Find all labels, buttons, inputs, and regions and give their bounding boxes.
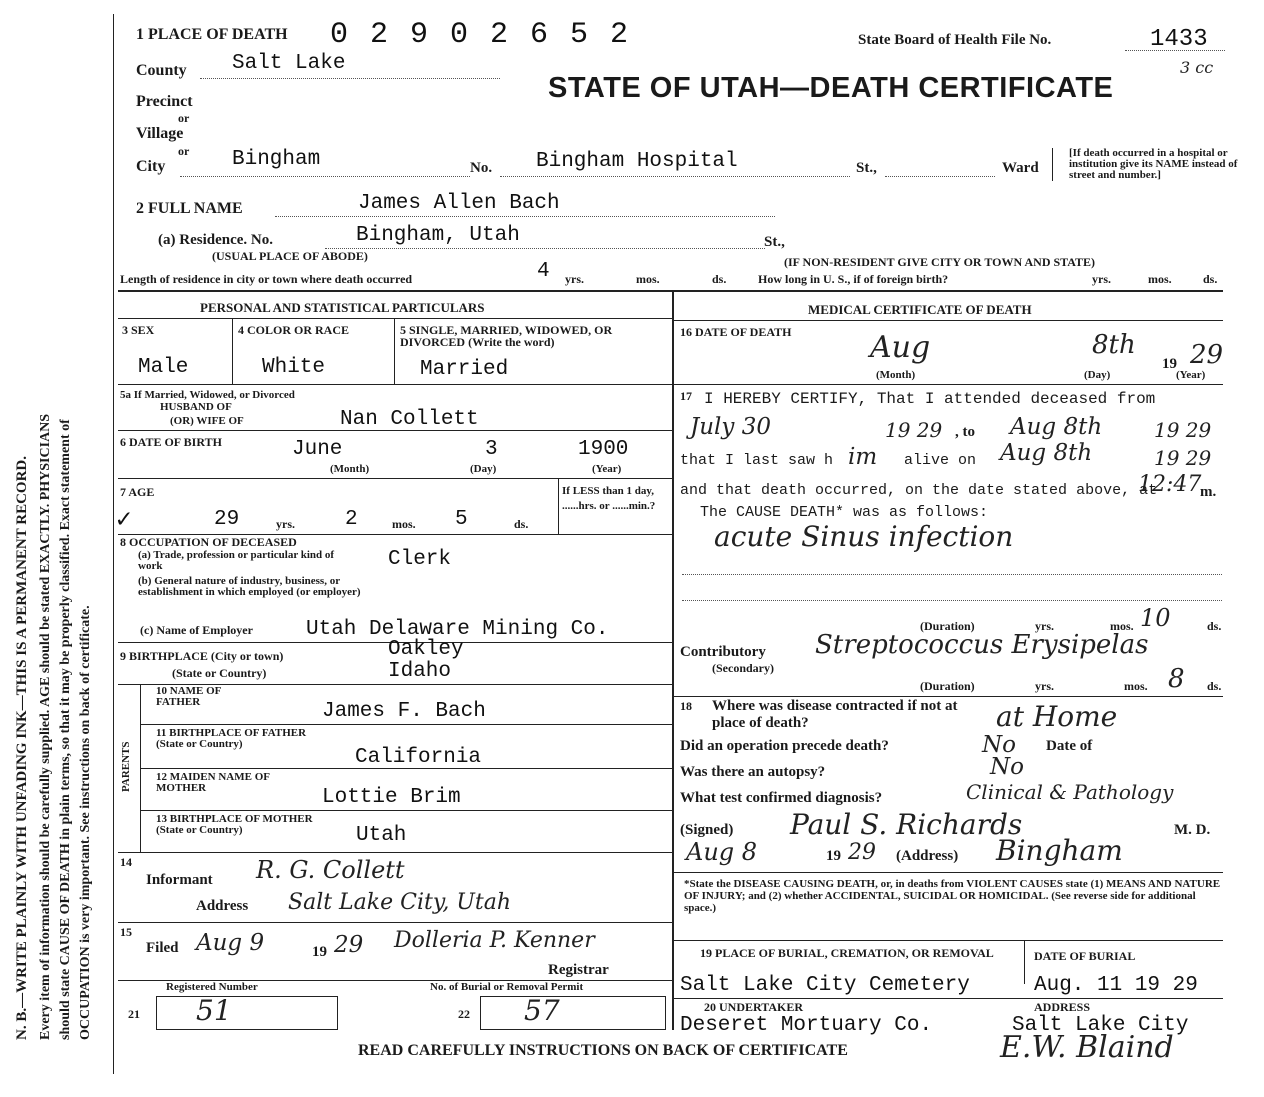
- occupation-value: Clerk: [388, 548, 452, 571]
- age-months: 2: [345, 508, 358, 531]
- contributory-label: Contributory: [680, 644, 766, 660]
- precinct-label: Precinct: [136, 93, 193, 110]
- footnote: *State the DISEASE CAUSING DEATH, or, in deaths from VIOLENT CAUSES state (1) MEANS AND NATURE OF INJURY; and (2) whether ACCIDENTAL, SUICIDAL OR HOMICIDAL. (See reverse side for additional space.): [684, 878, 1221, 914]
- residence-st-label: St.,: [764, 234, 785, 250]
- street-label: St.,: [856, 160, 877, 176]
- full-name-value: James Allen Bach: [358, 192, 560, 215]
- city-label: City: [136, 158, 166, 175]
- number-label: No.: [470, 160, 493, 176]
- burial-permit-box: [480, 996, 666, 1030]
- contracted-value: at Home: [996, 700, 1118, 733]
- death-year-caption: (Year): [1176, 369, 1206, 381]
- divider-main: [118, 290, 1223, 292]
- less-than-label: If LESS than 1 day, ......hrs. or ......min.?: [562, 485, 656, 512]
- occupation-label: 8 OCCUPATION OF DECEASED: [120, 535, 297, 549]
- color-value: White: [262, 356, 326, 379]
- burial-permit-prefix: 22: [458, 1007, 470, 1021]
- residence-label: (a) Residence. No.: [158, 232, 273, 248]
- ward-note: [If death occurred in a hospital or institution give its NAME instead of street and number.]: [1052, 148, 1241, 181]
- registered-number-box: [156, 996, 338, 1030]
- registrar-label: Registrar: [548, 962, 609, 978]
- informant-label: Informant: [146, 872, 213, 888]
- duration-label-1: (Duration): [920, 619, 975, 633]
- filed-number: 15: [120, 925, 132, 939]
- or-label-1: or: [178, 111, 190, 125]
- sex-label: 3 SEX: [122, 323, 155, 337]
- burial-permit-number: 57: [524, 994, 560, 1027]
- ds-label-2: ds.: [1203, 272, 1218, 286]
- sidebar-line-4: OCCUPATION is very important. See instructions on back of certificate.: [78, 605, 93, 1040]
- sidebar-line-2: Every item of information should be carefully supplied. AGE should be stated EXACTLY. PHYSICIANS: [38, 413, 53, 1040]
- residence-value: Bingham, Utah: [356, 224, 520, 247]
- death-year-prefix: 19: [1162, 356, 1177, 372]
- cause-label: The CAUSE DEATH* was as follows:: [700, 504, 989, 521]
- mother-label: 12 MAIDEN NAME OF MOTHER: [156, 771, 270, 794]
- burial-place-value: Salt Lake City Cemetery: [680, 974, 970, 997]
- signed-label: (Signed): [680, 822, 734, 838]
- death-day: 8th: [1092, 330, 1136, 360]
- county-value: Salt Lake: [232, 52, 346, 75]
- birthplace-city: Oakley: [388, 638, 464, 661]
- age-mos-caption: mos.: [392, 517, 416, 531]
- certify-text: I HEREBY CERTIFY, That I attended deceased from: [704, 390, 1156, 408]
- autopsy-label: Was there an autopsy?: [680, 764, 826, 780]
- foreign-birth-label: How long in U. S., if of foreign birth?: [758, 272, 949, 286]
- duration-label-2: (Duration): [920, 679, 975, 693]
- duration-ds-1: ds.: [1207, 619, 1222, 633]
- employer-value: Utah Delaware Mining Co.: [306, 618, 609, 641]
- cause-value: acute Sinus infection: [714, 520, 1014, 553]
- dob-year: 1900: [578, 438, 629, 461]
- attended-to: Aug 8th: [1010, 414, 1103, 440]
- informant-address-label: Address: [196, 898, 249, 914]
- birthplace-state-label: (State or Country): [172, 666, 267, 680]
- file-number: 1433: [1150, 26, 1208, 53]
- certify-number: 17: [680, 389, 692, 403]
- duration-months-1: 10: [1140, 604, 1171, 632]
- mos-label-2: mos.: [1148, 272, 1172, 286]
- date-of-death-label: 16 DATE OF DEATH: [680, 325, 792, 339]
- spouse-value: Nan Collett: [340, 408, 479, 431]
- occupation-b-label: (b) General nature of industry, business, or establishment in which employed (or employer): [138, 575, 361, 598]
- contributory-value: Streptococcus Erysipelas: [815, 630, 1149, 660]
- center-divider: [672, 292, 674, 1030]
- operation-label: Did an operation precede death?: [680, 738, 889, 754]
- dob-month: June: [292, 438, 343, 461]
- father-label: 10 NAME OF FATHER: [156, 685, 221, 708]
- parents-section: [118, 684, 138, 852]
- dob-label: 6 DATE OF BIRTH: [120, 435, 222, 449]
- birthplace-state: Idaho: [388, 660, 452, 683]
- filed-year: 29: [334, 932, 364, 958]
- mother-birthplace-label: 13 BIRTHPLACE OF MOTHER (State or Country): [156, 813, 313, 836]
- spouse-label-1: 5a If Married, Widowed, or Divorced: [120, 389, 295, 401]
- yrs-label-2: yrs.: [1092, 272, 1111, 286]
- undertaker-label: 20 UNDERTAKER: [704, 1000, 804, 1014]
- age-days: 5: [455, 508, 468, 531]
- signed-address-label: (Address): [896, 848, 959, 864]
- death-day-caption: (Day): [1084, 369, 1111, 381]
- sidebar-line-3: should state CAUSE OF DEATH in plain terms, so that it may be properly classified. Exact statement of: [58, 419, 73, 1040]
- dob-year-caption: (Year): [592, 463, 622, 475]
- color-label: 4 COLOR OR RACE: [238, 323, 350, 337]
- contracted-label: Where was disease contracted if not at place of death?: [712, 698, 958, 731]
- informant-value: R. G. Collett: [256, 856, 405, 884]
- sidebar-line-1: N. B.—WRITE PLAINLY WITH UNFADING INK—THIS IS A PERMANENT RECORD.: [14, 456, 30, 1040]
- parents-label: PARENTS: [120, 741, 132, 792]
- attended-from: July 30: [690, 414, 771, 440]
- mos-label: mos.: [636, 272, 660, 286]
- duration-mos-2: mos.: [1124, 679, 1148, 693]
- informant-number: 14: [120, 855, 132, 869]
- last-saw-year: 19 29: [1154, 446, 1212, 470]
- burial-date-value: Aug. 11 19 29: [1034, 974, 1198, 997]
- registered-number: 51: [196, 994, 232, 1027]
- death-year: 29: [1190, 340, 1224, 370]
- footer-signature: E.W. Blaind: [1000, 1030, 1174, 1065]
- last-saw-label: that I last saw h: [680, 452, 834, 469]
- signed-year-prefix: 19: [826, 848, 841, 864]
- dob-month-caption: (Month): [330, 463, 370, 475]
- marital-value: Married: [420, 358, 509, 381]
- personal-header: PERSONAL AND STATISTICAL PARTICULARS: [200, 300, 485, 315]
- signed-year: 29: [848, 840, 876, 865]
- footer-instruction: READ CAREFULLY INSTRUCTIONS ON BACK OF CERTIFICATE: [358, 1042, 848, 1059]
- attended-to-year: 19 29: [1154, 418, 1212, 442]
- usual-abode-label: (USUAL PLACE OF ABODE): [212, 249, 368, 263]
- physician-signature: Paul S. Richards: [790, 808, 1023, 841]
- autopsy-value: No: [990, 754, 1024, 780]
- md-label: M. D.: [1174, 822, 1211, 838]
- undertaker-value: Deseret Mortuary Co.: [680, 1014, 933, 1037]
- village-label: Village: [136, 125, 184, 142]
- or-label-2: or: [178, 144, 190, 158]
- occupation-a-label: (a) Trade, profession or particular kind of work: [138, 549, 335, 572]
- filed-date: Aug 9: [196, 930, 265, 956]
- sex-value: Male: [138, 356, 189, 379]
- non-resident-label: (IF NON-RESIDENT GIVE CITY OR TOWN AND STATE): [784, 255, 1096, 269]
- yrs-label: yrs.: [565, 272, 584, 286]
- duration-ds-2: ds.: [1207, 679, 1222, 693]
- cert-number: 0 2 9 0 2 6 5 2: [330, 18, 631, 52]
- ds-label: ds.: [712, 272, 727, 286]
- age-check: ✓: [116, 505, 132, 535]
- mother-birthplace: Utah: [356, 824, 407, 847]
- document-title: STATE OF UTAH—DEATH CERTIFICATE: [548, 72, 1114, 104]
- medical-header: MEDICAL CERTIFICATE OF DEATH: [808, 302, 1032, 317]
- to-label: , to: [955, 424, 975, 440]
- filed-year-prefix: 19: [312, 944, 327, 960]
- registered-number-label: Registered Number: [166, 981, 258, 993]
- mother-value: Lottie Brim: [322, 786, 461, 809]
- death-occurred-label: and that death occurred, on the date stated above, at: [680, 482, 1158, 499]
- file-suffix: 3 cc: [1180, 58, 1214, 77]
- spouse-label-2: HUSBAND OF: [160, 401, 232, 413]
- age-label: 7 AGE: [120, 485, 155, 499]
- contracted-number: 18: [680, 699, 692, 713]
- father-birthplace: California: [355, 746, 482, 769]
- death-month-caption: (Month): [876, 369, 916, 381]
- age-yrs-caption: yrs.: [276, 517, 295, 531]
- duration-yrs-1: yrs.: [1035, 619, 1054, 633]
- marital-label: 5 SINGLE, MARRIED, WIDOWED, OR DIVORCED (Write the word): [400, 323, 613, 349]
- burial-place-label: 19 PLACE OF BURIAL, CREMATION, OR REMOVAL: [700, 946, 994, 960]
- age-ds-caption: ds.: [514, 517, 529, 531]
- left-border: [113, 14, 114, 1074]
- test-label: What test confirmed diagnosis?: [680, 790, 883, 806]
- burial-date-label: DATE OF BURIAL: [1034, 949, 1136, 963]
- registered-number-prefix: 21: [128, 1007, 140, 1021]
- ward-label: Ward: [1002, 160, 1039, 176]
- file-number-label: State Board of Health File No.: [858, 32, 1052, 48]
- age-years: 29: [214, 508, 240, 531]
- death-month: Aug: [870, 330, 931, 365]
- last-saw-pronoun: im: [848, 444, 878, 470]
- signed-address: Bingham: [996, 834, 1123, 867]
- father-value: James F. Bach: [322, 700, 486, 723]
- place-of-death-label: 1 PLACE OF DEATH: [136, 26, 288, 43]
- employer-label: (c) Name of Employer: [140, 623, 253, 637]
- informant-address: Salt Lake City, Utah: [288, 890, 511, 915]
- city-value: Bingham: [232, 148, 321, 171]
- father-birthplace-label: 11 BIRTHPLACE OF FATHER (State or Country): [156, 727, 307, 750]
- duration-yrs-2: yrs.: [1035, 679, 1054, 693]
- dob-day: 3: [485, 438, 498, 461]
- spouse-label-3: (OR) WIFE OF: [170, 415, 244, 427]
- length-residence-label: Length of residence in city or town where death occurred: [120, 272, 413, 286]
- attended-from-year: 19 29: [885, 418, 943, 442]
- operation-date-label: Date of: [1046, 738, 1093, 754]
- length-residence-value: 4: [537, 260, 550, 283]
- burial-permit-label: No. of Burial or Removal Permit: [430, 981, 584, 993]
- undertaker-address-label: ADDRESS: [1034, 1000, 1091, 1014]
- filed-label: Filed: [146, 940, 179, 956]
- county-label: County: [136, 62, 187, 79]
- full-name-label: 2 FULL NAME: [136, 200, 243, 217]
- alive-on-label: alive on: [904, 452, 977, 469]
- death-time-suffix: m.: [1200, 484, 1217, 500]
- birthplace-label: 9 BIRTHPLACE (City or town): [120, 649, 284, 663]
- duration-mos-1: mos.: [1110, 619, 1134, 633]
- operation-value: No: [982, 732, 1016, 758]
- signed-date: Aug 8: [686, 838, 758, 866]
- duration-months-2: 8: [1168, 664, 1185, 694]
- death-time: 12:47: [1138, 472, 1202, 497]
- dob-day-caption: (Day): [470, 463, 497, 475]
- street-value: Bingham Hospital: [536, 150, 738, 173]
- secondary-label: (Secondary): [712, 661, 774, 675]
- test-value: Clinical & Pathology: [966, 780, 1174, 804]
- last-saw-date: Aug 8th: [1000, 440, 1093, 466]
- registrar-signature: Dolleria P. Kenner: [394, 928, 595, 953]
- undertaker-address: Salt Lake City: [1012, 1014, 1189, 1037]
